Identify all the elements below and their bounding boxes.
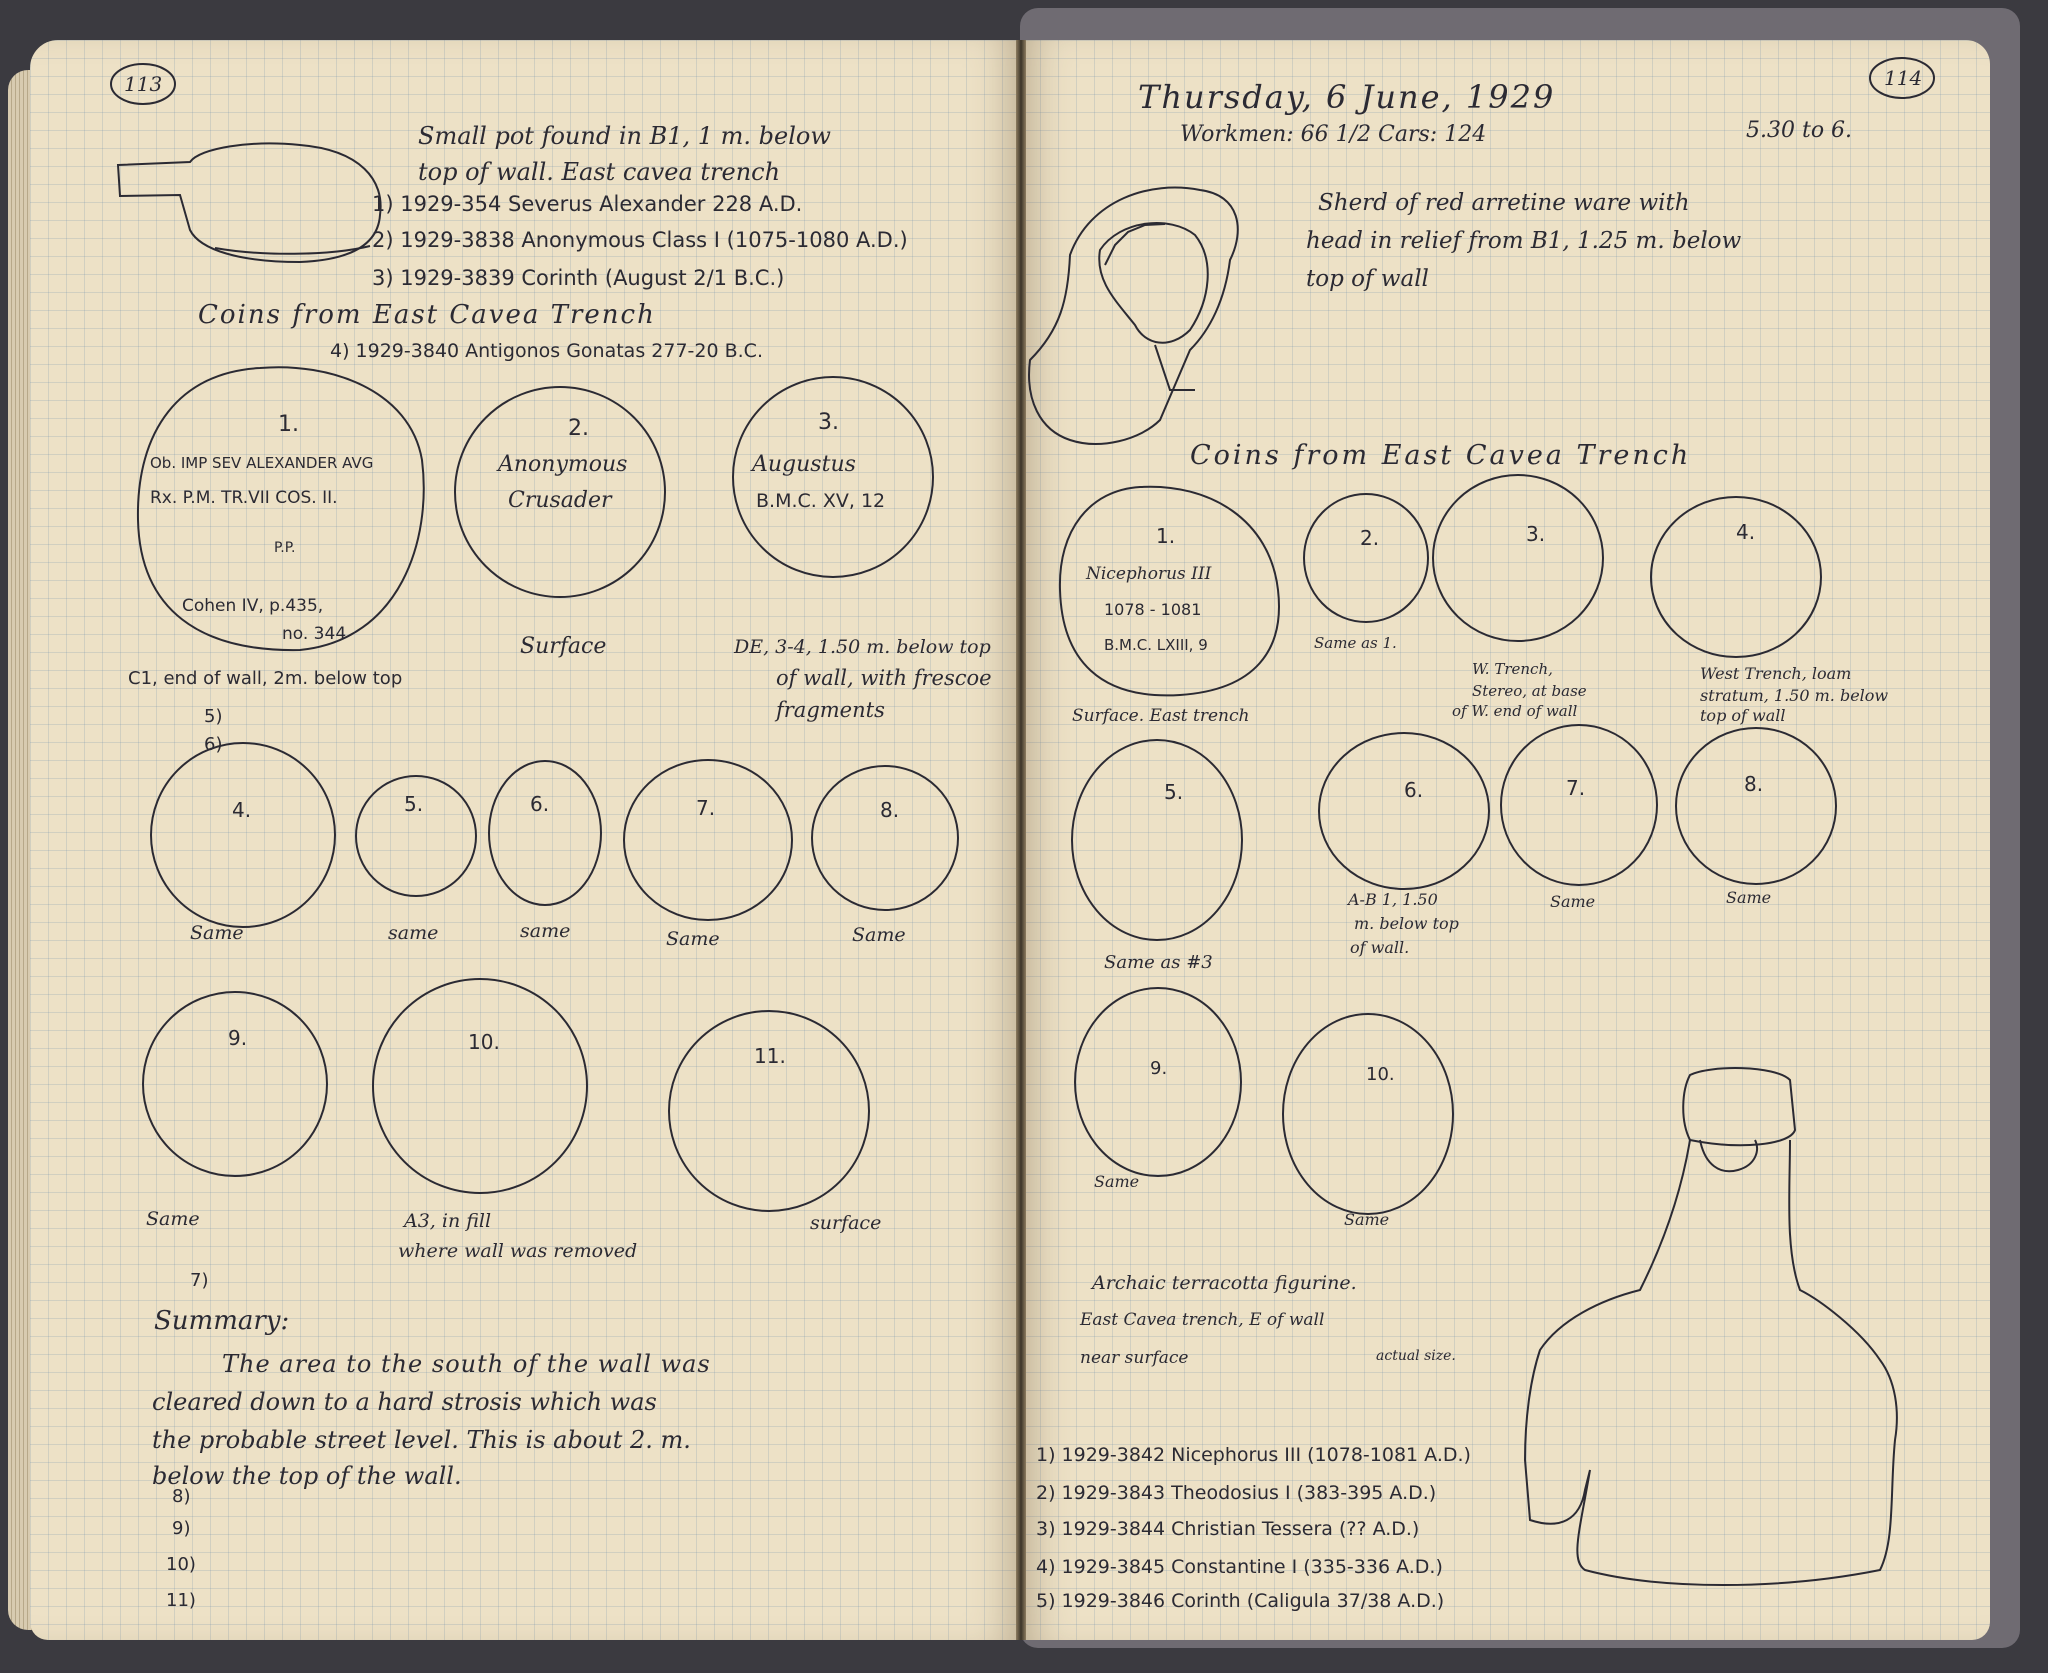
left-coins-heading: Coins from East Cavea Trench: [198, 300, 656, 330]
right-coin-5-outline: [1072, 740, 1242, 940]
right-coin-4-caption-3: top of wall: [1700, 706, 1786, 725]
right-coin-1-line-1: Nicephorus III: [1086, 564, 1212, 584]
left-tail-8: 8): [172, 1486, 191, 1507]
coin-5-caption: same: [388, 922, 439, 944]
coin-3-caption-1: DE, 3-4, 1.50 m. below top: [734, 636, 991, 658]
right-coin-2-caption: Same as 1.: [1314, 634, 1397, 652]
coin-1-line-5: no. 344: [282, 624, 347, 644]
right-coin-6-number: 6.: [1404, 778, 1424, 802]
summary-line-4: below the top of the wall.: [152, 1462, 462, 1490]
right-coin-9-caption: Same: [1094, 1172, 1140, 1191]
coin-9-outline: [143, 992, 327, 1176]
right-coin-8-outline: [1676, 728, 1836, 884]
coin-4-outline: [151, 743, 335, 927]
left-inventory-1: 1) 1929-354 Severus Alexander 228 A.D.: [372, 192, 803, 216]
coin-11-caption: surface: [810, 1212, 882, 1234]
figurine-note-3: near surface: [1080, 1348, 1189, 1368]
work-time: 5.30 to 6.: [1746, 118, 1853, 143]
right-coin-1-outline: [1060, 487, 1279, 696]
coin-6-number: 6.: [530, 792, 550, 816]
coin-5-number: 5.: [404, 792, 424, 816]
right-inventory-2: 2) 1929-3843 Theodosius I (383-395 A.D.): [1036, 1482, 1437, 1504]
coin-1-line-1: Ob. IMP SEV ALEXANDER AVG: [150, 454, 374, 472]
coin-6-caption: same: [520, 920, 571, 942]
sherd-note-1: Sherd of red arretine ware with: [1318, 190, 1690, 216]
left-extra-5: 5): [204, 706, 223, 727]
left-inventory-3: 3) 1929-3839 Corinth (August 2/1 B.C.): [372, 266, 785, 290]
left-tail-10: 10): [166, 1554, 196, 1575]
coin-2-caption: Surface: [520, 634, 607, 659]
right-coin-8-number: 8.: [1744, 772, 1764, 796]
right-coin-10-number: 10.: [1366, 1064, 1395, 1085]
coin-3-line-1: Augustus: [752, 452, 856, 477]
coin-3-caption-2: of wall, with frescoe: [776, 666, 992, 690]
summary-line-2: cleared down to a hard strosis which was: [152, 1388, 657, 1416]
right-inventory-4: 4) 1929-3845 Constantine I (335-336 A.D.): [1036, 1556, 1443, 1578]
coin-9-caption: Same: [146, 1208, 200, 1230]
coin-3-outline: [733, 377, 933, 577]
coin-2-line-1: Anonymous: [498, 452, 628, 477]
entry-date: Thursday, 6 June, 1929: [1138, 78, 1556, 116]
figurine-sketch: [1525, 1068, 1897, 1585]
coin-7-outline: [624, 760, 792, 920]
coin-3-caption-3: fragments: [776, 698, 885, 722]
coin-3-line-2: B.M.C. XV, 12: [756, 490, 886, 512]
right-coin-7-outline: [1501, 725, 1657, 885]
right-coin-2-number: 2.: [1360, 526, 1380, 550]
coin-4-caption: Same: [190, 922, 244, 944]
summary-line-1: The area to the south of the wall was: [222, 1350, 711, 1378]
right-coin-6-outline: [1319, 733, 1489, 889]
coin-10-number: 10.: [468, 1030, 500, 1054]
pot-note-line-1: Small pot found in B1, 1 m. below: [418, 122, 831, 150]
right-coin-1-caption: Surface. East trench: [1072, 706, 1250, 726]
right-coin-10-caption: Same: [1344, 1210, 1390, 1229]
right-coin-2-outline: [1304, 494, 1428, 622]
right-coin-7-number: 7.: [1566, 776, 1586, 800]
right-coins-heading: Coins from East Cavea Trench: [1190, 440, 1692, 471]
coin-2-line-2: Crusader: [508, 488, 612, 513]
left-extra-6: 6): [204, 734, 223, 755]
coin-7-number: 7.: [696, 796, 716, 820]
right-coin-4-caption-1: West Trench, loam: [1700, 664, 1852, 683]
right-coin-6-caption-1: A-B 1, 1.50: [1348, 890, 1438, 909]
right-coin-7-caption: Same: [1550, 892, 1596, 911]
left-inventory-2: 2) 1929-3838 Anonymous Class I (1075-1080 A.D.): [372, 228, 908, 252]
right-coin-3-caption-3: of W. end of wall: [1452, 702, 1578, 720]
right-coin-6-caption-2: m. below top: [1354, 914, 1459, 933]
sherd-sketch: [1029, 188, 1238, 444]
coin-1-line-3: P.P.: [274, 540, 296, 556]
figurine-note-2: East Cavea trench, E of wall: [1080, 1310, 1325, 1330]
right-inventory-1: 1) 1929-3842 Nicephorus III (1078-1081 A.D.): [1036, 1444, 1471, 1466]
left-tail-9: 9): [172, 1518, 191, 1539]
coin-7-caption: Same: [666, 928, 720, 950]
coin-1-line-4: Cohen IV, p.435,: [182, 596, 324, 616]
pot-sketch: [118, 144, 381, 262]
right-coin-8-caption: Same: [1726, 888, 1772, 907]
right-coin-10-outline: [1283, 1014, 1453, 1214]
pot-note-line-2: top of wall. East cavea trench: [418, 158, 781, 186]
right-coin-3-outline: [1433, 475, 1603, 641]
left-inventory-4: 4) 1929-3840 Antigonos Gonatas 277-20 B.C.: [330, 340, 763, 362]
right-coin-1-line-2: 1078 - 1081: [1104, 600, 1202, 619]
sherd-note-2: head in relief from B1, 1.25 m. below: [1306, 228, 1742, 254]
sherd-note-3: top of wall: [1306, 266, 1429, 292]
coin-8-caption: Same: [852, 924, 906, 946]
right-coin-6-caption-3: of wall.: [1350, 938, 1410, 957]
right-coin-9-number: 9.: [1150, 1058, 1168, 1079]
right-inventory-5: 5) 1929-3846 Corinth (Caligula 37/38 A.D.): [1036, 1590, 1445, 1612]
coin-1-line-2: Rx. P.M. TR.VII COS. II.: [150, 488, 338, 508]
coin-4-number: 4.: [232, 798, 252, 822]
right-coin-3-caption-2: Stereo, at base: [1472, 682, 1587, 700]
right-coin-4-caption-2: stratum, 1.50 m. below: [1700, 686, 1889, 705]
page-number: 113: [124, 72, 163, 96]
left-tail-11: 11): [166, 1590, 196, 1611]
right-inventory-3: 3) 1929-3844 Christian Tessera (?? A.D.): [1036, 1518, 1420, 1540]
right-coin-3-caption-1: W. Trench,: [1472, 660, 1553, 678]
coin-2-number: 2.: [568, 416, 589, 441]
coin-1-caption: C1, end of wall, 2m. below top: [128, 668, 403, 689]
right-coin-5-number: 5.: [1164, 780, 1184, 804]
right-page-number: 114: [1884, 66, 1923, 90]
coin-1-number: 1.: [278, 412, 299, 437]
coin-10-caption-1: A3, in fill: [404, 1210, 492, 1232]
left-extra-7: 7): [190, 1270, 209, 1291]
coin-11-number: 11.: [754, 1044, 786, 1068]
figurine-note-1: Archaic terracotta figurine.: [1092, 1272, 1357, 1294]
coin-9-number: 9.: [228, 1026, 248, 1050]
workmen-cars: Workmen: 66 1/2 Cars: 124: [1180, 122, 1487, 147]
coin-6-outline: [489, 761, 601, 905]
coin-10-caption-2: where wall was removed: [398, 1240, 638, 1262]
right-coin-4-number: 4.: [1736, 520, 1756, 544]
coin-8-outline: [812, 766, 958, 910]
summary-line-3: the probable street level. This is about 2. m.: [152, 1426, 691, 1454]
right-coin-1-line-3: B.M.C. LXIII, 9: [1104, 636, 1208, 654]
right-coin-3-number: 3.: [1526, 522, 1546, 546]
coin-11-outline: [669, 1011, 869, 1211]
right-coin-1-number: 1.: [1156, 524, 1176, 548]
right-coin-5-caption: Same as #3: [1104, 952, 1213, 973]
coin-8-number: 8.: [880, 798, 900, 822]
right-coin-9-outline: [1075, 988, 1241, 1176]
summary-label: Summary:: [154, 1306, 290, 1336]
coin-3-number: 3.: [818, 410, 839, 435]
figurine-actual-size: actual size.: [1376, 1348, 1456, 1364]
coin-10-outline: [373, 979, 587, 1193]
